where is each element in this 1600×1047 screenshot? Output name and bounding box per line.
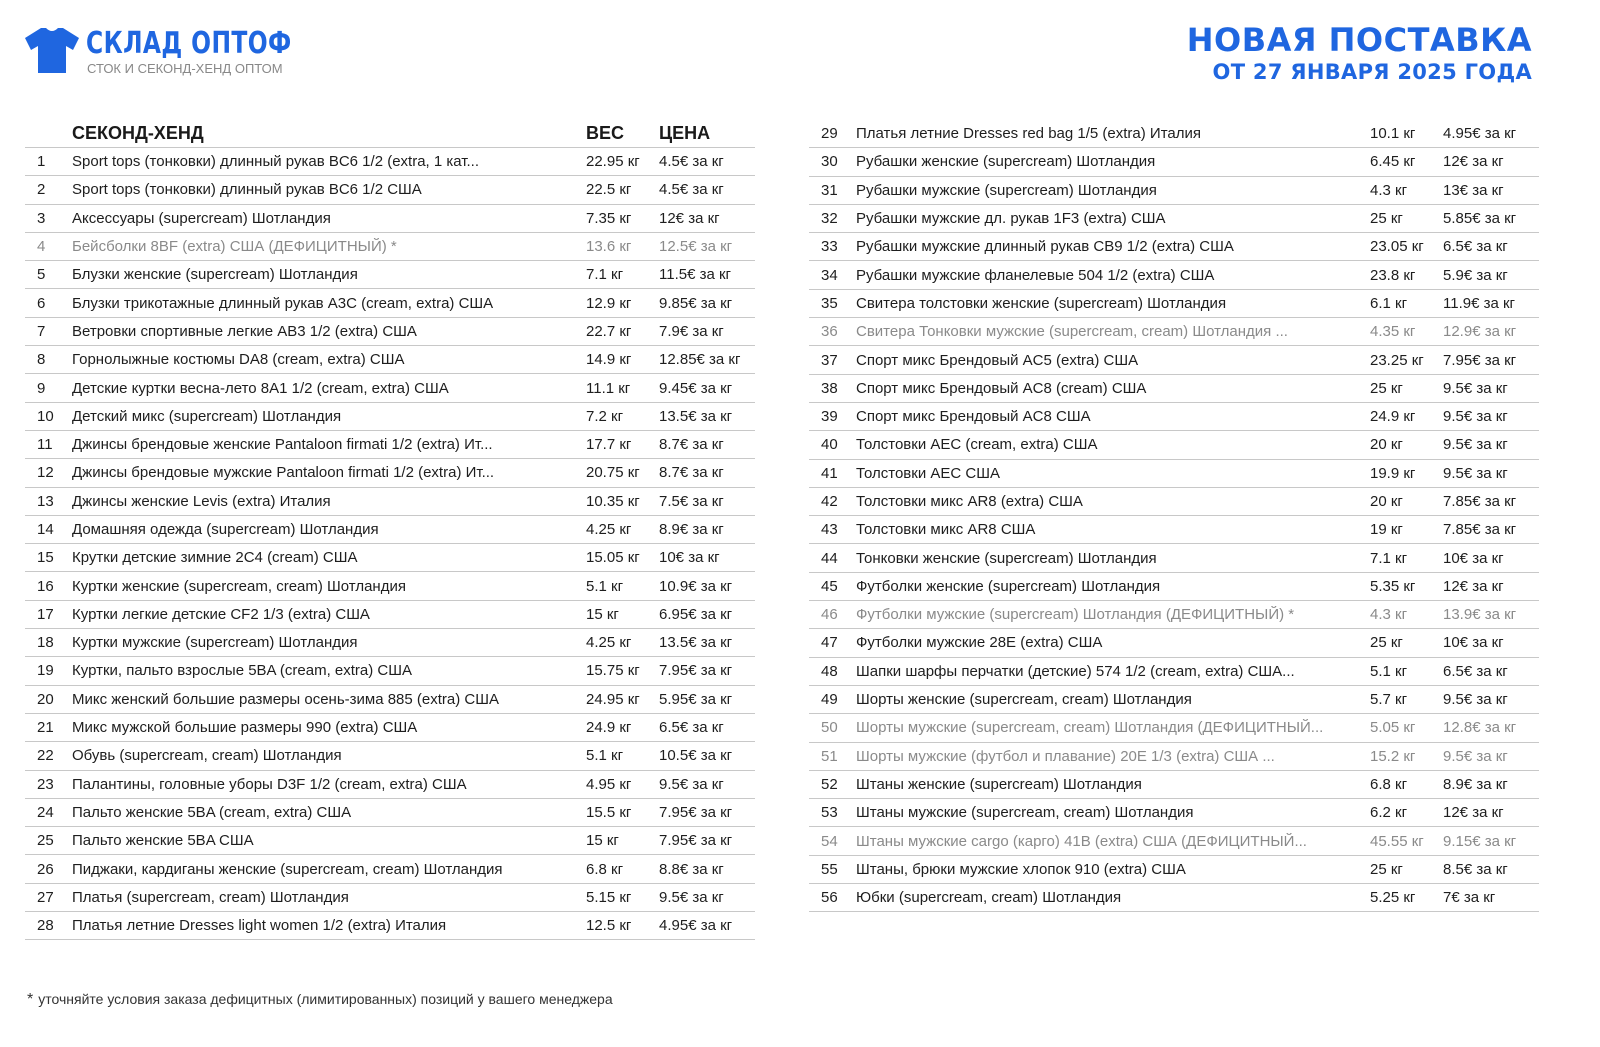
row-name: Куртки мужские (supercream) Шотландия: [72, 634, 358, 652]
table-rows: [25, 148, 755, 940]
table-row[interactable]: [25, 912, 755, 940]
row-number: 40: [821, 436, 838, 454]
row-name: Куртки, пальто взрослые 5BA (cream, extra) США: [72, 662, 412, 680]
row-price: 7.85€ за кг: [1443, 493, 1517, 510]
table-row[interactable]: [25, 403, 755, 431]
row-name: Штаны мужские cargo (карго) 41B (extra) США (ДЕФИЦИТНЫЙ...: [856, 832, 1307, 850]
row-number: 53: [821, 804, 838, 822]
row-name: Детские куртки весна-лето 8A1 1/2 (cream, extra) США: [72, 379, 449, 397]
header-price: ЦЕНА: [659, 123, 711, 143]
row-weight: 25 кг: [1370, 379, 1403, 397]
row-name: Толстовки микс AR8 (extra) США: [856, 493, 1083, 510]
row-price: 6.5€ за кг: [1443, 662, 1508, 680]
row-weight: 4.35 кг: [1370, 323, 1416, 341]
row-name: Аксессуары (supercream) Шотландия: [72, 209, 331, 227]
row-price: 4.95€ за кг: [1443, 125, 1517, 143]
row-price: 7.95€ за кг: [659, 832, 733, 850]
row-price: 12.9€ за кг: [1443, 323, 1517, 341]
row-weight: 22.95 кг: [586, 153, 640, 171]
row-number: 33: [821, 238, 838, 256]
table-row[interactable]: [809, 601, 1539, 629]
table-row[interactable]: [25, 686, 755, 714]
row-weight: 22.7 кг: [586, 322, 632, 340]
row-number: 37: [821, 351, 838, 369]
row-name: Sport tops (тонковки) длинный рукав BC6 1/2 (extra, 1 кат...: [72, 153, 479, 171]
row-name: Шорты мужские (supercream, cream) Шотландия (ДЕФИЦИТНЫЙ...: [856, 719, 1324, 737]
row-weight: 7.35 кг: [586, 209, 632, 227]
row-number: 11: [37, 436, 53, 454]
row-weight: 5.1 кг: [1370, 662, 1408, 680]
row-number: 5: [37, 266, 46, 284]
row-number: 12: [37, 464, 54, 482]
table-row[interactable]: [809, 686, 1539, 714]
row-weight: 25 кг: [1370, 634, 1403, 652]
row-price: 7.85€ за кг: [1443, 521, 1517, 539]
row-number: 34: [821, 266, 838, 284]
row-weight: 22.5 кг: [586, 181, 632, 199]
table-row[interactable]: [25, 855, 755, 883]
row-weight: 11.1 кг: [586, 379, 631, 397]
table-row[interactable]: [809, 884, 1539, 912]
row-number: 48: [821, 662, 838, 680]
table-row[interactable]: [25, 657, 755, 685]
row-weight: 4.95 кг: [586, 775, 632, 793]
row-price: 13€ за кг: [1443, 181, 1504, 199]
row-name: Обувь (supercream, cream) Шотландия: [72, 747, 342, 765]
row-name: Куртки женские (supercream, cream) Шотландия: [72, 577, 406, 595]
row-number: 30: [821, 153, 838, 171]
row-number: 21: [37, 719, 54, 737]
row-weight: 15.2 кг: [1370, 747, 1416, 765]
footnote: [27, 991, 613, 1009]
row-price: 7.95€ за кг: [659, 803, 733, 821]
row-name: Детский микс (supercream) Шотландия: [72, 407, 342, 425]
table-row[interactable]: [809, 318, 1539, 346]
row-weight: 5.1 кг: [586, 747, 624, 765]
row-number: 41: [821, 464, 838, 482]
row-weight: 19.9 кг: [1370, 464, 1416, 482]
row-name: Микс женский большие размеры осень-зима 885 (extra) США: [72, 690, 499, 708]
row-name: Пиджаки, кардиганы женские (supercream, cream) Шотландия: [72, 860, 503, 878]
row-number: 25: [37, 832, 54, 850]
table-row[interactable]: [25, 205, 755, 233]
row-number: 18: [37, 634, 54, 652]
row-number: 32: [821, 210, 838, 228]
table-row[interactable]: [25, 374, 755, 402]
table-row[interactable]: [809, 431, 1539, 459]
row-name: Рубашки женские (supercream) Шотландия: [856, 153, 1156, 171]
row-price: 6.5€ за кг: [1443, 238, 1508, 256]
row-price: 13.5€ за кг: [659, 407, 733, 425]
row-weight: 25 кг: [1370, 210, 1403, 228]
row-name: Ветровки спортивные легкие AB3 1/2 (extra) США: [72, 322, 417, 340]
row-price: 12€ за кг: [1443, 153, 1504, 171]
row-weight: 15.5 кг: [586, 803, 632, 821]
row-name: Штаны женские (supercream) Шотландия: [856, 775, 1142, 793]
row-weight: 24.9 кг: [586, 719, 632, 737]
row-weight: 15.05 кг: [586, 549, 640, 567]
row-number: 38: [821, 379, 838, 397]
table-row[interactable]: [25, 233, 755, 261]
header-number: [25, 144, 72, 147]
row-price: 12€ за кг: [1443, 577, 1504, 595]
row-number: 19: [37, 662, 54, 680]
row-number: 52: [821, 775, 838, 793]
row-weight: 25 кг: [1370, 860, 1403, 878]
table-row[interactable]: [25, 176, 755, 204]
row-name: Рубашки мужские длинный рукав CB9 1/2 (extra) США: [856, 238, 1234, 256]
row-weight: 5.7 кг: [1370, 691, 1408, 709]
row-price: 8.5€ за кг: [1443, 860, 1508, 878]
row-name: Штаны, брюки мужские хлопок 910 (extra) США: [856, 860, 1186, 878]
row-price: 7.95€ за кг: [1443, 351, 1517, 369]
table-row[interactable]: [25, 884, 755, 912]
row-name: Штаны мужские (supercream, cream) Шотландия: [856, 804, 1194, 822]
table-row[interactable]: [809, 629, 1539, 657]
row-weight: 20 кг: [1370, 436, 1403, 454]
table-row[interactable]: [809, 544, 1539, 572]
row-price: 10€ за кг: [1443, 549, 1504, 567]
row-price: 9.5€ за кг: [659, 775, 724, 793]
row-weight: 15 кг: [586, 832, 619, 850]
row-weight: 20.75 кг: [586, 464, 640, 482]
row-number: 13: [37, 492, 54, 510]
row-weight: 5.1 кг: [586, 577, 624, 595]
table-row[interactable]: [25, 799, 755, 827]
row-name: Шапки шарфы перчатки (детские) 574 1/2 (cream, extra) США...: [856, 662, 1295, 680]
row-price: 10.5€ за кг: [659, 747, 733, 765]
table-row[interactable]: [809, 205, 1539, 233]
table-row[interactable]: [25, 318, 755, 346]
row-name: Горнолыжные костюмы DA8 (cream, extra) США: [72, 351, 405, 369]
row-number: 49: [821, 691, 838, 709]
row-name: Платья летние Dresses red bag 1/5 (extra) Италия: [856, 125, 1201, 143]
table-row[interactable]: [25, 742, 755, 770]
row-weight: 15.75 кг: [586, 662, 640, 680]
row-price: 9.5€ за кг: [1443, 464, 1508, 482]
brand-name: СКЛАД ОПТОФ: [86, 26, 292, 61]
row-price: 12.85€ за кг: [659, 351, 741, 369]
row-number: 16: [37, 577, 54, 595]
row-number: 43: [821, 521, 838, 539]
row-price: 9.5€ за кг: [659, 888, 724, 906]
table-row[interactable]: [25, 572, 755, 600]
row-number: 15: [37, 549, 54, 567]
row-price: 10€ за кг: [659, 549, 720, 567]
row-price: 8.9€ за кг: [659, 521, 724, 538]
row-weight: 7.1 кг: [586, 266, 624, 284]
row-number: 44: [821, 549, 838, 567]
table-row[interactable]: [25, 714, 755, 742]
row-number: 4: [37, 238, 46, 256]
table-row[interactable]: [25, 459, 755, 487]
table-row[interactable]: [809, 827, 1539, 855]
row-name: Футболки мужские 28E (extra) США: [856, 634, 1103, 652]
row-weight: 13.6 кг: [586, 238, 632, 256]
table-row[interactable]: [809, 743, 1539, 771]
row-number: 45: [821, 577, 838, 595]
row-weight: 24.95 кг: [586, 690, 640, 708]
row-price: 11.5€ за кг: [659, 266, 732, 284]
row-name: Толстовки микс AR8 США: [856, 521, 1036, 539]
table-row[interactable]: [809, 403, 1539, 431]
table-row[interactable]: [809, 261, 1539, 289]
row-price: 13.9€ за кг: [1443, 606, 1517, 624]
row-weight: 12.5 кг: [586, 917, 632, 935]
table-row[interactable]: [809, 346, 1539, 374]
table-row[interactable]: [809, 375, 1539, 403]
table-row[interactable]: [25, 827, 755, 855]
header-weight: ВЕС: [586, 123, 625, 143]
row-name: Шорты мужские (футбол и плавание) 20E 1/3 (extra) США ...: [856, 747, 1275, 765]
row-number: 23: [37, 775, 54, 793]
headline: [1187, 22, 1532, 86]
table-row[interactable]: [25, 346, 755, 374]
row-name: Пальто женские 5BA США: [72, 832, 254, 850]
row-weight: 24.9 кг: [1370, 408, 1416, 426]
table-row[interactable]: [809, 233, 1539, 261]
row-weight: 19 кг: [1370, 521, 1403, 539]
row-weight: 5.05 кг: [1370, 719, 1416, 737]
row-name: Блузки женские (supercream) Шотландия: [72, 266, 358, 284]
row-price: 9.85€ за кг: [659, 294, 733, 312]
headline-title: НОВАЯ ПОСТАВКА: [1186, 21, 1532, 59]
row-weight: 4.25 кг: [586, 634, 632, 652]
brand-tagline: СТОК И СЕКОНД-ХЕНД ОПТОМ: [87, 61, 283, 76]
row-price: 8.7€ за кг: [659, 436, 724, 454]
row-price: 5.9€ за кг: [1443, 266, 1508, 284]
row-number: 26: [37, 860, 54, 878]
row-price: 10€ за кг: [1443, 634, 1504, 652]
header-name: СЕКОНД-ХЕНД: [72, 123, 204, 143]
row-name: Спорт микс Брендовый AC8 (cream) США: [856, 379, 1147, 397]
row-number: 8: [37, 351, 46, 369]
row-number: 9: [37, 379, 46, 397]
row-price: 13.5€ за кг: [659, 634, 733, 652]
table-row[interactable]: [809, 799, 1539, 827]
table-row[interactable]: [25, 544, 755, 572]
row-name: Шорты женские (supercream, cream) Шотландия: [856, 691, 1192, 709]
row-number: 39: [821, 408, 838, 426]
row-weight: 12.9 кг: [586, 294, 632, 312]
price-table-left: [25, 120, 755, 940]
row-number: 6: [37, 294, 46, 312]
footnote-text: уточняйте условия заказа дефицитных (лимитированных) позиций у вашего менеджера: [38, 991, 613, 1007]
row-price: 4.5€ за кг: [659, 153, 724, 171]
row-weight: 15 кг: [586, 605, 619, 623]
table-row[interactable]: [25, 488, 755, 516]
row-price: 5.95€ за кг: [659, 690, 733, 708]
row-weight: 5.35 кг: [1370, 577, 1416, 595]
row-number: 35: [821, 294, 838, 312]
row-price: 11.9€ за кг: [1443, 294, 1516, 312]
row-name: Джинсы женские Levis (extra) Италия: [72, 492, 331, 510]
row-number: 47: [821, 634, 838, 652]
row-weight: 10.35 кг: [586, 492, 640, 510]
row-number: 17: [37, 605, 54, 623]
row-name: Свитера толстовки женские (supercream) Шотландия: [856, 294, 1227, 312]
row-number: 24: [37, 803, 54, 821]
row-name: Спорт микс Брендовый AC5 (extra) США: [856, 351, 1139, 369]
table-row[interactable]: [25, 261, 755, 289]
table-row[interactable]: [25, 289, 755, 317]
row-price: 5.85€ за кг: [1443, 210, 1517, 228]
table-row[interactable]: [809, 488, 1539, 516]
row-price: 12.8€ за кг: [1443, 719, 1517, 737]
row-weight: 4.3 кг: [1370, 606, 1408, 624]
row-weight: 45.55 кг: [1370, 832, 1424, 850]
row-price: 4.95€ за кг: [659, 917, 733, 935]
row-weight: 6.1 кг: [1370, 294, 1408, 312]
row-price: 7.9€ за кг: [659, 322, 724, 340]
row-price: 12€ за кг: [1443, 804, 1504, 822]
row-price: 9.5€ за кг: [1443, 747, 1508, 765]
row-number: 22: [37, 747, 54, 765]
table-row[interactable]: [809, 714, 1539, 742]
row-price: 10.9€ за кг: [659, 577, 733, 595]
table-row[interactable]: [809, 658, 1539, 686]
row-name: Толстовки AEC (cream, extra) США: [856, 436, 1098, 454]
row-number: 29: [821, 125, 838, 143]
row-number: 27: [37, 888, 54, 906]
price-table-right: [809, 120, 1539, 912]
row-number: 42: [821, 493, 838, 510]
row-number: 1: [37, 153, 46, 171]
row-name: Крутки детские зимние 2C4 (cream) США: [72, 549, 358, 567]
table-row[interactable]: [809, 771, 1539, 799]
row-name: Тонковки женские (supercream) Шотландия: [856, 549, 1157, 567]
table-row[interactable]: [809, 573, 1539, 601]
row-name: Юбки (supercream, cream) Шотландия: [856, 889, 1122, 907]
row-name: Футболки мужские (supercream) Шотландия (ДЕФИЦИТНЫЙ) *: [856, 606, 1295, 624]
table-row[interactable]: [809, 516, 1539, 544]
headline-date: ОТ 27 ЯНВАРЯ 2025 ГОДА: [1212, 60, 1532, 84]
row-name: Платья (supercream, cream) Шотландия: [72, 888, 349, 906]
table-row[interactable]: [25, 148, 755, 176]
row-name: Пальто женские 5BA (cream, extra) США: [72, 803, 352, 821]
table-row[interactable]: [25, 629, 755, 657]
row-price: 12€ за кг: [659, 209, 720, 227]
row-name: Спорт микс Брендовый AC8 США: [856, 408, 1091, 426]
row-number: 3: [37, 209, 46, 227]
row-price: 4.5€ за кг: [659, 181, 724, 199]
footnote-marker: *: [27, 991, 34, 1008]
row-number: 51: [821, 747, 838, 765]
row-weight: 23.05 кг: [1370, 238, 1424, 256]
row-name: Рубашки мужские дл. рукав 1F3 (extra) США: [856, 210, 1166, 228]
row-number: 36: [821, 323, 838, 341]
row-weight: 6.8 кг: [586, 860, 624, 878]
row-name: Свитера Тонковки мужские (supercream, cream) Шотландия ...: [856, 323, 1288, 341]
row-name: Палантины, головные уборы D3F 1/2 (cream, extra) США: [72, 775, 467, 793]
row-weight: 6.45 кг: [1370, 153, 1416, 171]
row-weight: 7.1 кг: [1370, 549, 1408, 567]
row-weight: 5.15 кг: [586, 888, 632, 906]
row-weight: 5.25 кг: [1370, 889, 1416, 907]
row-name: Куртки легкие детские CF2 1/3 (extra) США: [72, 605, 370, 623]
row-weight: 23.25 кг: [1370, 351, 1424, 369]
row-name: Рубашки мужские (supercream) Шотландия: [856, 181, 1157, 199]
table-row[interactable]: [25, 516, 755, 544]
row-name: Толстовки AEC США: [856, 464, 1000, 482]
table-rows: [809, 120, 1539, 912]
row-weight: 10.1 кг: [1370, 125, 1416, 143]
table-row[interactable]: [809, 120, 1539, 148]
row-number: 55: [821, 860, 838, 878]
row-price: 7€ за кг: [1443, 889, 1496, 907]
row-number: 20: [37, 690, 54, 708]
row-name: Рубашки мужские фланелевые 504 1/2 (extra) США: [856, 266, 1215, 284]
row-price: 12.5€ за кг: [659, 238, 733, 256]
table-row[interactable]: [809, 290, 1539, 318]
table-row[interactable]: [25, 771, 755, 799]
row-name: Блузки трикотажные длинный рукав A3C (cream, extra) США: [72, 294, 494, 312]
table-row[interactable]: [809, 856, 1539, 884]
row-price: 9.5€ за кг: [1443, 408, 1508, 426]
row-price: 6.95€ за кг: [659, 605, 733, 623]
table-header: [25, 120, 755, 148]
row-weight: 6.8 кг: [1370, 775, 1408, 793]
row-name: Sport tops (тонковки) длинный рукав BC6 1/2 США: [72, 181, 422, 199]
row-price: 9.5€ за кг: [1443, 436, 1508, 454]
row-price: 9.15€ за кг: [1443, 832, 1517, 850]
t-shirt-icon: [24, 27, 80, 74]
row-number: 50: [821, 719, 838, 737]
row-number: 31: [821, 181, 838, 199]
row-price: 9.5€ за кг: [1443, 691, 1508, 709]
table-row[interactable]: [809, 148, 1539, 176]
row-number: 28: [37, 917, 54, 935]
row-name: Джинсы брендовые женские Pantaloon firmati 1/2 (extra) Ит...: [72, 436, 493, 454]
row-price: 8.8€ за кг: [659, 860, 724, 878]
row-price: 7.95€ за кг: [659, 662, 733, 680]
row-weight: 17.7 кг: [586, 436, 632, 454]
row-price: 7.5€ за кг: [659, 492, 724, 510]
row-weight: 6.2 кг: [1370, 804, 1408, 822]
row-number: 2: [37, 181, 46, 199]
table-row[interactable]: [809, 460, 1539, 488]
row-name: Джинсы брендовые мужские Pantaloon firmati 1/2 (extra) Ит...: [72, 464, 495, 482]
row-name: Домашняя одежда (supercream) Шотландия: [72, 521, 379, 538]
row-number: 14: [37, 521, 54, 538]
row-price: 8.9€ за кг: [1443, 775, 1508, 793]
row-weight: 4.25 кг: [586, 521, 632, 538]
row-price: 9.45€ за кг: [659, 379, 733, 397]
row-price: 8.7€ за кг: [659, 464, 724, 482]
table-row[interactable]: [25, 431, 755, 459]
row-name: Микс мужской большие размеры 990 (extra) США: [72, 719, 418, 737]
row-number: 46: [821, 606, 838, 624]
row-price: 6.5€ за кг: [659, 719, 724, 737]
row-number: 54: [821, 832, 838, 850]
row-weight: 23.8 кг: [1370, 266, 1416, 284]
row-name: Футболки женские (supercream) Шотландия: [856, 577, 1161, 595]
row-price: 9.5€ за кг: [1443, 379, 1508, 397]
row-weight: 4.3 кг: [1370, 181, 1408, 199]
row-number: 10: [37, 407, 54, 425]
table-row[interactable]: [25, 601, 755, 629]
row-name: Бейсболки 8BF (extra) США (ДЕФИЦИТНЫЙ) *: [72, 238, 397, 256]
row-weight: 7.2 кг: [586, 407, 624, 425]
row-number: 56: [821, 889, 838, 907]
row-weight: 14.9 кг: [586, 351, 632, 369]
row-weight: 20 кг: [1370, 493, 1403, 510]
row-number: 7: [37, 322, 46, 340]
row-name: Платья летние Dresses light women 1/2 (extra) Италия: [72, 917, 447, 935]
table-row[interactable]: [809, 177, 1539, 205]
